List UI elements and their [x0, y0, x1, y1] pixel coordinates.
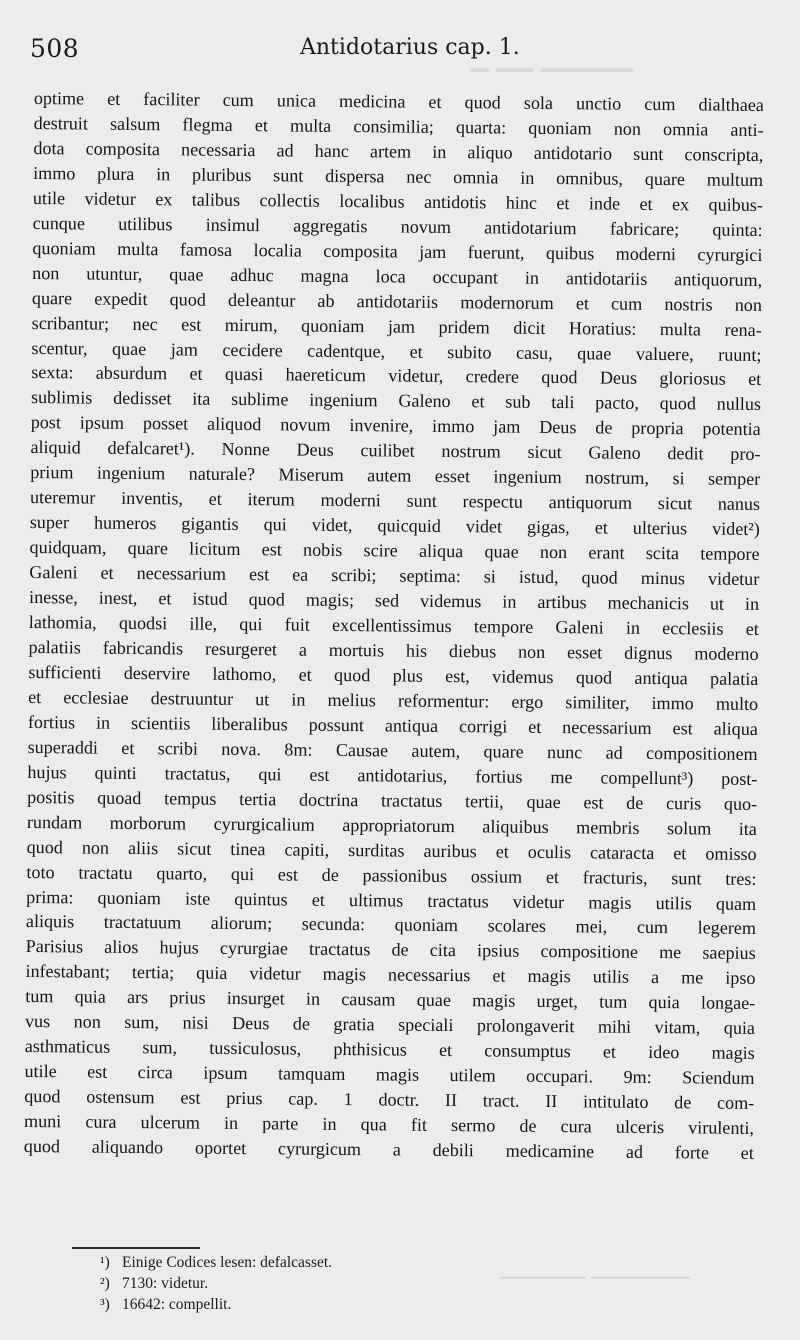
text-line: quare expedit quod deleantur ab antidotariis modernorum et cum nostris non: [31, 287, 763, 315]
footnote-3: [100, 1294, 580, 1315]
text-line: utile est circa ipsum tamquam magis utilem occupari. 9m: Sciendum: [24, 1061, 755, 1089]
running-head: Antidotarius cap. 1.: [300, 35, 520, 60]
text-line: optime et faciliter cum unica medicina et quod sola unctio cum dialthaea: [33, 87, 764, 116]
page-header: [30, 34, 760, 70]
text-line: infestabant; tertia; quia videtur magis necessarius et magis utilis a me ipso: [25, 961, 756, 989]
text-line: utile videtur ex talibus collectis localibus antidotis hinc et inde et ex quibus-: [32, 187, 763, 215]
text-line: rundam morborum cyrurgicalium appropriatorum aliquibus membris solum ita: [26, 811, 758, 839]
text-line: uteremur inventis, et iterum moderni sunt respectu antiquorum sicut nanus: [29, 487, 761, 515]
text-line: vus non sum, nisi Deus de gratia speciali prolongaverit mihi vitam, quia: [24, 1011, 756, 1039]
text-line: cunque utilibus insimul aggregatis novum antidotarium fabricare; quinta:: [32, 212, 763, 240]
text-line: quoniam multa famosa localia composita jam fuerunt, quibus moderni cyrurgici: [32, 237, 763, 265]
footnote-text: Einige Codices lesen: defalcasset.: [122, 1254, 333, 1271]
text-line: quod ostensum est prius cap. 1 doctr. II tract. II intitulato de com-: [24, 1086, 755, 1114]
text-line: scentur, quae jam cecidere cadentque, et subito casu, quae valuere, ruunt;: [31, 337, 762, 365]
text-line: immo plura in pluribus sunt dispersa nec omnia in omnibus, quare multum: [33, 162, 764, 190]
text-line: sexta: absurdum et quasi haereticum videtur, credere quod Deus gloriosus et: [31, 362, 762, 390]
page-number: 508: [30, 34, 80, 63]
footnote-divider: [72, 1247, 200, 1249]
text-line: asthmaticus sum, tussiculosus, phthisicus et consumptus et ideo magis: [24, 1036, 755, 1064]
footnote-marker: ¹): [100, 1254, 110, 1271]
footnote-text: 16642: compellit.: [122, 1296, 232, 1313]
main-text: [24, 86, 764, 1166]
text-line: palatiis fabricandis resurgeret a mortuis his diebus non esset dignus moderno: [28, 636, 759, 664]
text-line: lathomia, quodsi ille, qui fuit excellentissimus tempore Galeni in ecclesiis et: [28, 611, 759, 639]
text-line: toto tractatu quarto, qui est de passionibus ossium et fracturis, sunt tres:: [26, 861, 757, 889]
text-line: tum quia ars prius insurget in causam quae magis urget, tum quia longae-: [25, 986, 756, 1014]
text-line: prima: quoniam iste quintus et ultimus tractatus videtur magis utilis quam: [26, 886, 757, 914]
footnote-text: 7130: videtur.: [122, 1275, 209, 1292]
text-line: dota composita necessaria ad hanc artem in aliquo antidotario sunt conscripta,: [33, 137, 764, 165]
text-line: muni cura ulcerum in parte in qua fit sermo de cura ulceris virulenti,: [23, 1111, 755, 1139]
text-line: destruit salsum flegma et multa consimilia; quarta: quoniam non omnia anti-: [33, 112, 764, 140]
text-line: post ipsum posset aliquod novum invenire, immo jam Deus de propria potentia: [30, 412, 761, 440]
text-line: non utuntur, quae adhuc magna loca occupant in antidotariis antiquorum,: [32, 262, 763, 290]
text-line: aliquis tractatuum aliorum; secunda: quoniam scolares mei, cum legerem: [25, 911, 757, 939]
text-line: scribantur; nec est mirum, quoniam jam pridem dicit Horatius: multa rena-: [31, 312, 762, 340]
text-line: fortius in scientiis liberalibus possunt antiqua corrigi et necessarium est aliqua: [27, 711, 758, 739]
text-line: Parisius alios hujus cyrurgiae tractatus de cita ipsius compositione me saepius: [25, 936, 756, 964]
text-line: prium ingenium naturale? Miserum autem esset ingenium nostrum, si semper: [30, 462, 761, 490]
show-through-text: ▁▁▁▁▁▁▁▁ ▁▁▁▁▁▁▁: [500, 1260, 690, 1279]
text-line: sublimis dedisset ita sublime ingenium Galeno et sub tali pacto, quod nullus: [30, 387, 762, 415]
footnote-marker: ³): [100, 1296, 110, 1313]
show-through-text: ▁▁▁▁▁ ▁▁ ▁: [470, 44, 633, 72]
text-line: et ecclesiae destruuntur ut in melius reformentur: ergo similiter, immo multo: [28, 686, 759, 714]
text-line: aliquid defalcaret¹). Nonne Deus cuilibet nostrum sicut Galeno dedit pro-: [30, 437, 761, 465]
footnote-marker: ²): [100, 1275, 110, 1292]
text-line: inesse, inest, et istud quod magis; sed videmus in artibus mechanicis ut in: [28, 587, 760, 615]
text-line: quod aliquando oportet cyrurgicum a debili medicamine ad forte et: [23, 1135, 754, 1163]
text-line: sufficienti deservire lathomo, et quod plus est, videmus quod antiqua palatia: [28, 661, 759, 689]
text-line: super humeros gigantis qui videt, quicquid videt gigas, et ulterius videt²): [29, 512, 760, 540]
text-line: superaddi et scribi nova. 8m: Causae autem, quare nunc ad compositionem: [27, 736, 758, 764]
text-line: positis quoad tempus tertia doctrina tractatus tertii, quae est de curis quo-: [27, 786, 758, 814]
text-line: quod non aliis sicut tinea capiti, surditas auribus et oculis cataracta et omisso: [26, 836, 757, 864]
text-line: Galeni et necessarium est ea scribi; septima: si istud, quod minus videtur: [29, 562, 760, 590]
text-line: quidquam, quare licitum est nobis scire aliqua quae non erant scita tempore: [29, 537, 760, 565]
text-line: hujus quinti tractatus, qui est antidotarius, fortius me compellunt³) post-: [27, 761, 758, 789]
